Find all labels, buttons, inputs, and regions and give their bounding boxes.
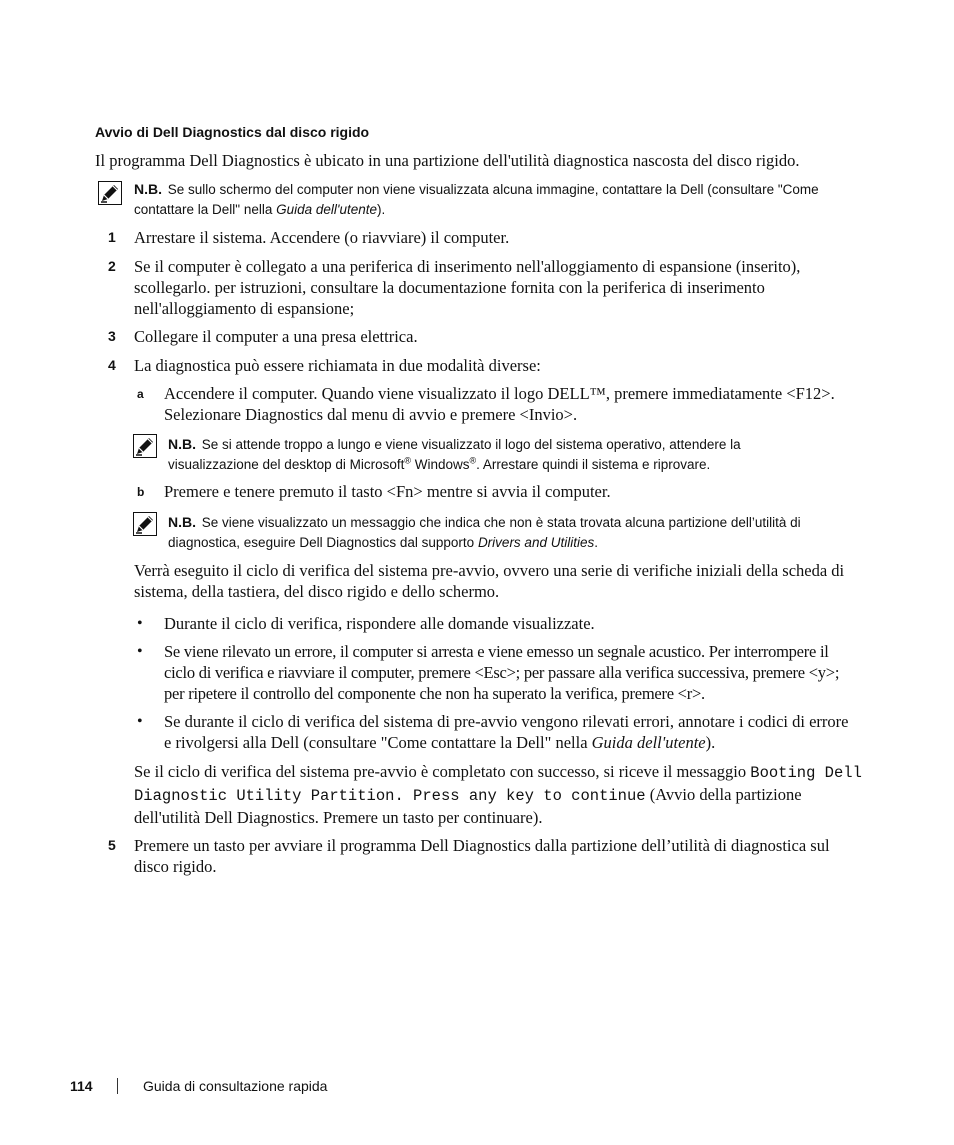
page-number: 114 [70, 1078, 93, 1094]
step-number: 3 [108, 328, 116, 344]
pencil-note-icon [133, 434, 157, 458]
registered-mark: ® [469, 455, 477, 465]
step-4-text: La diagnostica può essere richiamata in due modalità diverse: [134, 356, 541, 375]
step-number: 2 [108, 258, 116, 274]
bullet-marker: • [137, 713, 143, 730]
note-1-text-end: ). [377, 201, 386, 217]
bullet-marker: • [137, 643, 143, 660]
substep-letter: b [137, 485, 145, 499]
note-2-text: Se si attende troppo a lungo e viene visualizzato il logo del sistema operativo, attendere la visualizzazione del desktop di Microsoft [168, 437, 741, 472]
preboot-paragraph: Verrà eseguito il ciclo di verifica del sistema pre-avvio, ovvero una serie di verifiche iniziali della scheda di sistema, della tastiera, del disco rigido e dello schermo. [134, 561, 845, 601]
registered-mark: ® [404, 455, 412, 465]
note-2 [168, 435, 828, 474]
bullet-2-text: Se viene rilevato un errore, il computer si arresta e viene emesso un segnale acustico. Per interrompere il ciclo di verifica e riavviare il computer, premere <Esc>; per passare alla verifica successiva, premere <y>; per ripetere il controllo del componente che non ha superato la verifica, premere <r>. [164, 642, 840, 703]
step-3-text: Collegare il computer a una presa elettrica. [134, 327, 418, 346]
footer-separator [117, 1078, 118, 1094]
step-number: 4 [108, 357, 116, 373]
note-1-text: Se sullo schermo del computer non viene visualizzata alcuna immagine, contattare la Dell (consultare "Come contattare la Dell" nella [134, 182, 819, 217]
bullet-3-text-a: Se durante il ciclo di verifica del sistema di pre-avvio vengono rilevati errori, annotare i codici di errore e rivolgersi alla Dell (consultare "Come contattare la Dell" nella [164, 712, 849, 752]
bullet-3-italic: Guida dell'utente [591, 733, 706, 752]
note-label: N.B. [168, 436, 196, 452]
bullet-marker: • [137, 615, 143, 632]
boot-message: Booting Dell Diagnostic Utility Partition. Press any key to continue [134, 764, 862, 805]
bullet-3-text [164, 711, 859, 753]
note-label: N.B. [168, 514, 196, 530]
step-2-text: Se il computer è collegato a una periferica di inserimento nell'alloggiamento di espansione (inserito), scollegarlo. per istruzioni, consultare la documentazione fornita con la periferica di inserimento nell'alloggiamento di espansione; [134, 257, 801, 318]
note-1-italic: Guida dell'utente [276, 201, 378, 217]
note-3 [168, 513, 858, 552]
note-label: N.B. [134, 181, 162, 197]
substep-a-text: Accendere il computer. Quando viene visualizzato il logo DELL™, premere immediatamente <F12>. Selezionare Diagnostics dal menu di avvio e premere <Invio>. [164, 384, 835, 424]
pencil-note-icon [133, 512, 157, 536]
note-3-italic: Drivers and Utilities [477, 534, 595, 550]
section-heading: Avvio di Dell Diagnostics dal disco rigido [95, 124, 370, 140]
step-5-text: Premere un tasto per avviare il programma Dell Diagnostics dalla partizione dell’utilità di diagnostica sul disco rigido. [134, 836, 830, 876]
intro-paragraph: Il programma Dell Diagnostics è ubicato in una partizione dell'utilità diagnostica nascosta del disco rigido. [95, 151, 800, 170]
substep-b-text: Premere e tenere premuto il tasto <Fn> mentre si avvia il computer. [164, 482, 611, 501]
bullet-3-text-b: ). [705, 733, 716, 752]
step-number: 5 [108, 837, 116, 853]
success-text-a: Se il ciclo di verifica del sistema pre-avvio è completato con successo, si riceve il messaggio [134, 762, 751, 781]
step-number: 1 [108, 229, 116, 245]
note-2-windows: Windows [411, 456, 470, 472]
step-1-text: Arrestare il sistema. Accendere (o riavviare) il computer. [134, 228, 510, 247]
success-text-b: (Avvio della partizione dell'utilità Dell Diagnostics. Premere un tasto per continuare). [134, 785, 802, 827]
note-1 [134, 180, 864, 219]
note-3-text-end: . [594, 534, 598, 550]
substep-letter: a [137, 387, 144, 401]
success-paragraph [134, 761, 864, 828]
pencil-note-icon [98, 181, 122, 205]
footer-title: Guida di consultazione rapida [143, 1078, 328, 1094]
note-2-text-end: . Arrestare quindi il sistema e riprovare. [476, 456, 711, 472]
note-3-text: Se viene visualizzato un messaggio che indica che non è stata trovata alcuna partizione dell’utilità di diagnostica, eseguire Dell Diagnostics dal supporto [168, 515, 801, 550]
bullet-1-text: Durante il ciclo di verifica, rispondere alle domande visualizzate. [164, 614, 595, 633]
